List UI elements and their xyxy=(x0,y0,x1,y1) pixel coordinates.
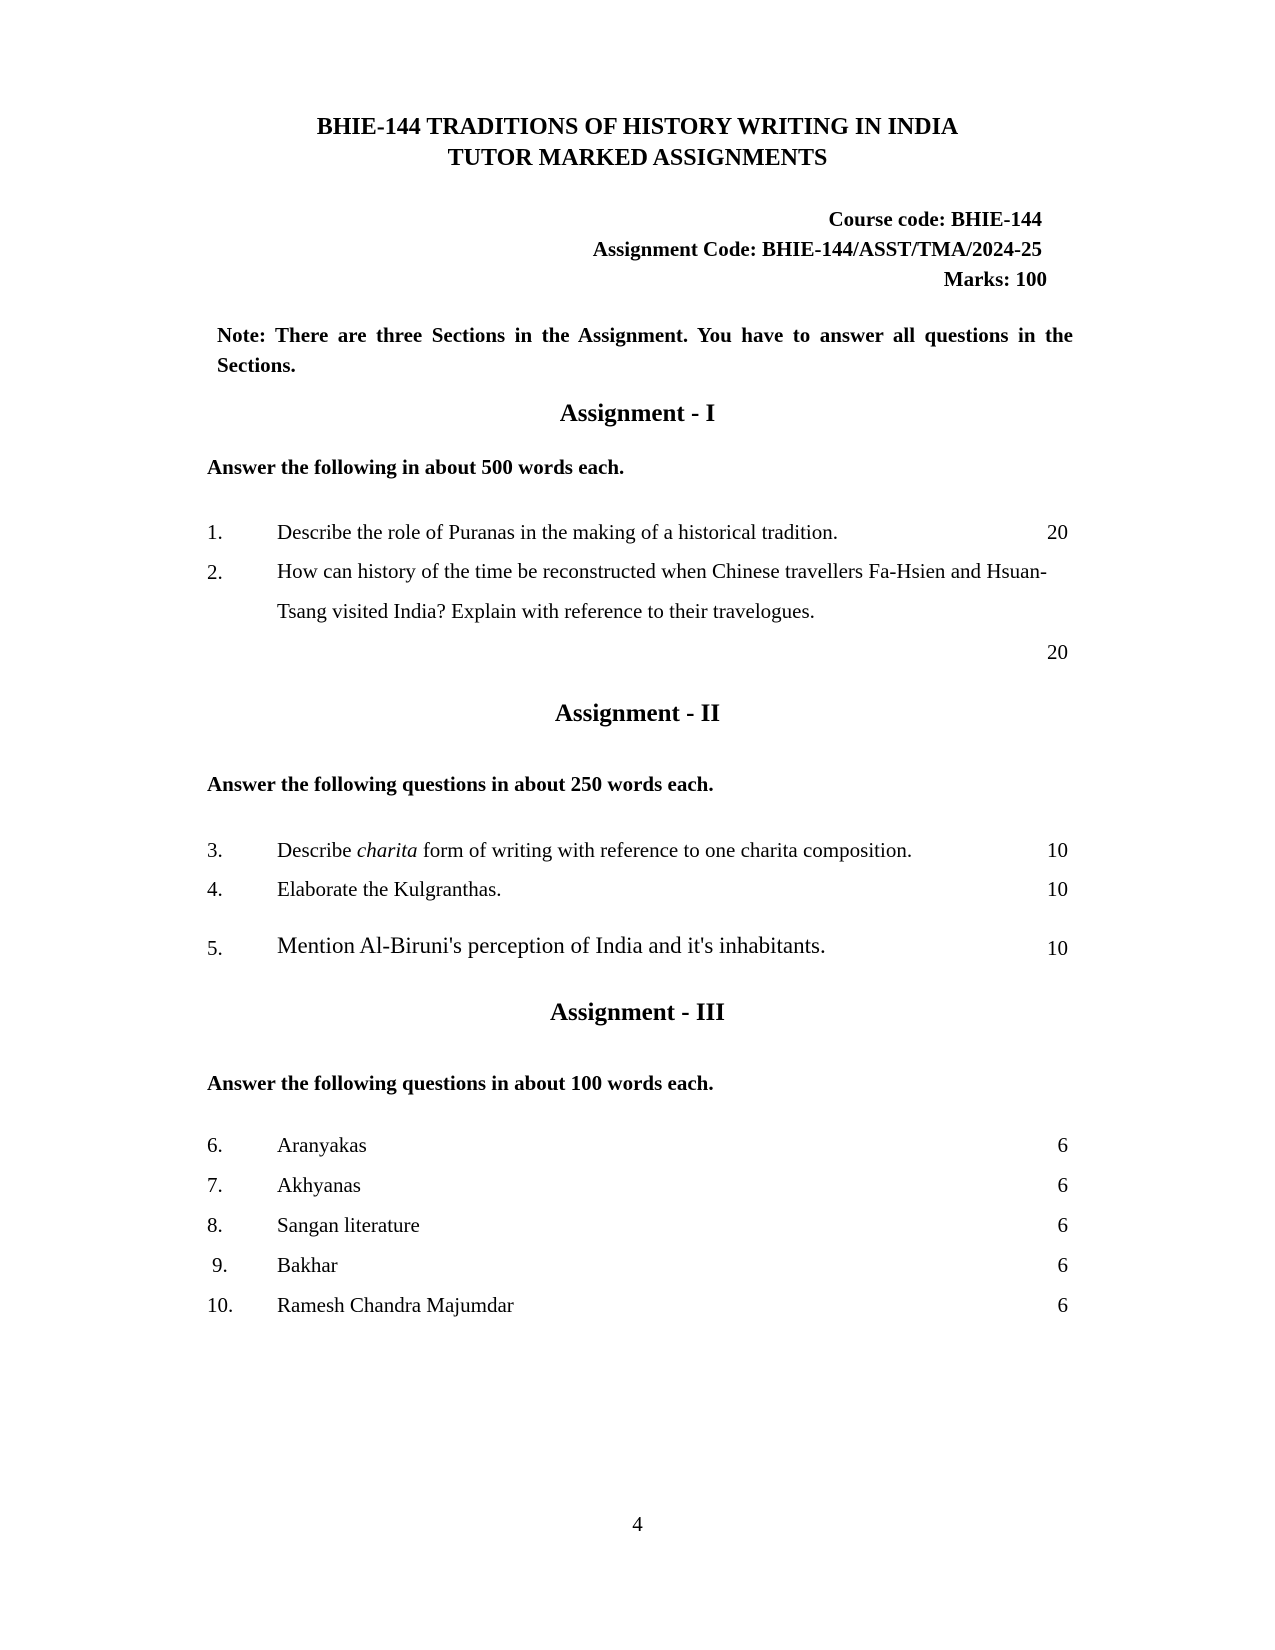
assignment-code: Assignment Code: BHIE-144/ASST/TMA/2024-25 xyxy=(592,237,1042,261)
question-text-5: Mention Al-Biruni's perception of India and it's inhabitants. xyxy=(277,933,826,958)
question-marks-3: 10 xyxy=(1047,838,1068,862)
question-number-8: 8. xyxy=(207,1213,223,1237)
question-text-3-italic: charita xyxy=(356,838,418,862)
question-marks-9: 6 xyxy=(1057,1253,1068,1277)
question-marks-6: 6 xyxy=(1057,1133,1068,1157)
document-title-line2: TUTOR MARKED ASSIGNMENTS xyxy=(447,145,828,171)
question-text-1: Describe the role of Puranas in the making of a historical tradition. xyxy=(277,520,839,544)
question-text-3-before: Describe xyxy=(277,838,357,862)
question-marks-8: 6 xyxy=(1057,1213,1068,1237)
section-instruction-3: Answer the following questions in about 100 words each. xyxy=(207,1071,714,1095)
course-code: Course code: BHIE-144 xyxy=(828,207,1042,231)
question-marks-4: 10 xyxy=(1047,877,1068,901)
question-marks-2: 20 xyxy=(1047,640,1068,664)
question-marks-5: 10 xyxy=(1047,936,1068,960)
question-number-5: 5. xyxy=(207,936,223,960)
section-heading-assignment-1: Assignment - I xyxy=(559,400,716,427)
section-instruction-2: Answer the following questions in about 250 words each. xyxy=(207,772,714,796)
question-number-9: 9. xyxy=(212,1253,228,1277)
question-number-10: 10. xyxy=(207,1293,234,1317)
question-text-8: Sangan literature xyxy=(277,1213,420,1237)
question-number-2: 2. xyxy=(207,560,223,584)
section-instruction-1: Answer the following in about 500 words each. xyxy=(207,455,625,479)
question-text-10: Ramesh Chandra Majumdar xyxy=(277,1293,514,1317)
section-heading-assignment-3: Assignment - III xyxy=(549,999,726,1026)
total-marks: Marks: 100 xyxy=(943,267,1047,291)
question-number-3: 3. xyxy=(207,838,223,862)
question-marks-10: 6 xyxy=(1057,1293,1068,1317)
question-text-3-after: form of writing with reference to one charita composition. xyxy=(417,838,913,862)
page-number: 4 xyxy=(632,1512,643,1536)
question-text-3 xyxy=(277,838,912,863)
question-text-9: Bakhar xyxy=(277,1253,338,1277)
question-text-4: Elaborate the Kulgranthas. xyxy=(277,877,502,901)
section-heading-assignment-2: Assignment - II xyxy=(554,700,721,727)
question-marks-1: 20 xyxy=(1047,520,1068,544)
question-text-7: Akhyanas xyxy=(277,1173,361,1197)
question-number-4: 4. xyxy=(207,877,223,901)
question-marks-7: 6 xyxy=(1057,1173,1068,1197)
question-number-7: 7. xyxy=(207,1173,223,1197)
question-text-2: How can history of the time be reconstructed when Chinese travellers Fa-Hsien and Hsuan-Tsang visited India? Explain with reference to their travelogues. xyxy=(277,559,1047,623)
question-text-6: Aranyakas xyxy=(277,1133,367,1157)
document-title-line1: BHIE-144 TRADITIONS OF HISTORY WRITING IN INDIA xyxy=(316,114,959,140)
assignment-note: Note: There are three Sections in the Assignment. You have to answer all questions in the Sections. xyxy=(217,323,1073,377)
question-number-1: 1. xyxy=(207,520,223,544)
question-number-6: 6. xyxy=(207,1133,223,1157)
